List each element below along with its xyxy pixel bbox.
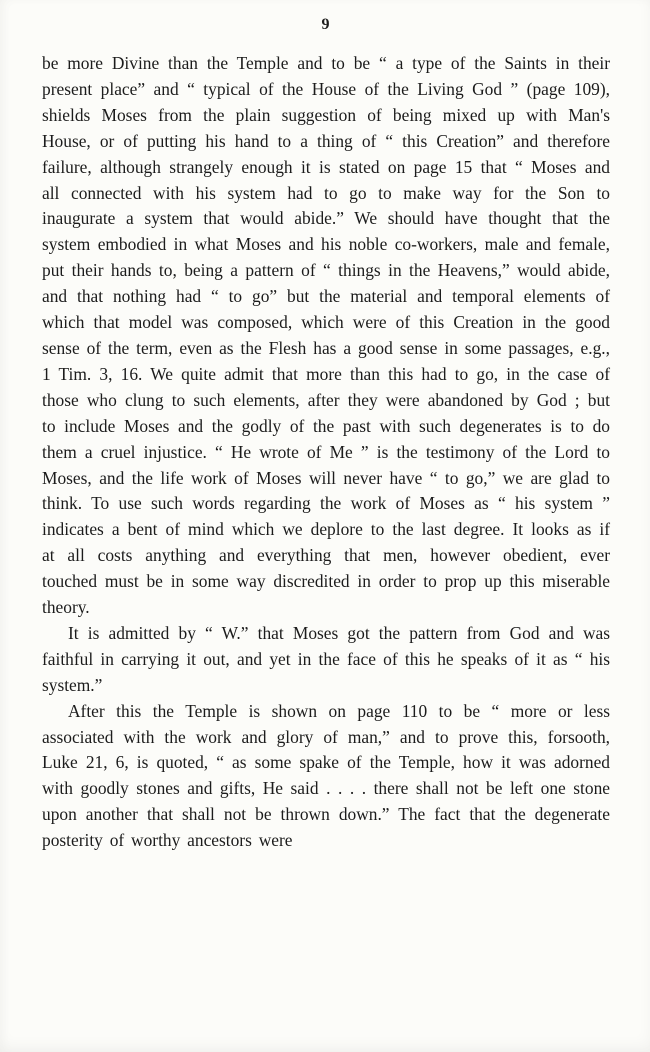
paragraph: After this the Temple is shown on page 110 to be “ more or less associated with the work and glory of man,” and to prove this, forsooth, Luke 21, 6, is quoted, “ as some spake of the Temple, how it was adorned with goodly stones and gifts, He said . . . . there shall not be left one stone upon another that shall not be thrown down.” The fact that the degenerate posterity of worthy ancestors were (42, 700, 610, 851)
paragraph: It is admitted by “ W.” that Moses got the pattern from God and was faithful in carrying it out, and yet in the face of this he speaks of it as “ his system.” (42, 622, 610, 695)
page-body (42, 51, 610, 854)
paragraph: be more Divine than the Temple and to be “ a type of the Saints in their present place” and “ typical of the House of the Living God ” (page 109), shields Moses from the plain suggestion of being mixed up with Man's House, or of putting his hand to a thing of “ this Creation” and therefore failure, although strangely enough it is stated on page 15 that “ Moses and all connected with his system had to go to make way for the Son to inaugurate a system that would abide.” We should have thought that the system embodied in what Moses and his noble co-workers, male and female, put their hands to, being a pattern of “ things in the Heavens,” would abide, and that nothing had “ to go” but the material and temporal elements of which that model was composed, which were of this Creation in the good sense of the term, even as the Flesh has a good sense in some passages, e.g., 1 Tim. 3, 16. We quite admit that more than this had to go, in the case of those who clung to such elements, after they were abandoned by God ; but to include Moses and the godly of the past with such degenerates is to do them a cruel injustice. “ He wrote of Me ” is the testimony of the Lord to Moses, and the life work of Moses will never have “ to go,” we are glad to think. To use such words regarding the work of Moses as “ his system ” indicates a bent of mind which we deplore to the last degree. It looks as if at all costs anything and everything that men, however obedient, ever touched must be in some way discredited in order to prop up this miserable theory. (42, 53, 610, 618)
page-number: 9 (321, 16, 331, 33)
